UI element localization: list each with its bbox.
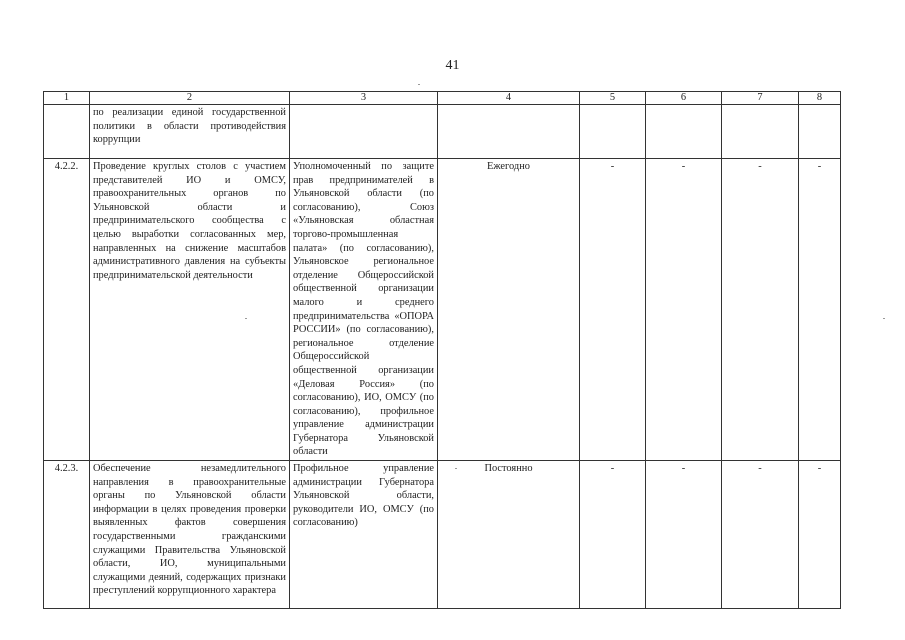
col-5-value <box>580 105 646 159</box>
item-number: 4.2.3. <box>44 461 90 609</box>
table-row <box>44 461 841 609</box>
scan-speck <box>418 84 420 85</box>
header-row <box>44 92 841 105</box>
term: Ежегодно <box>438 159 580 461</box>
col-8-value: - <box>799 159 841 461</box>
header-cell-1: 1 <box>44 92 90 105</box>
col-6-value <box>646 105 722 159</box>
col-5-value: - <box>580 159 646 461</box>
col-8-value: - <box>799 461 841 609</box>
item-number <box>44 105 90 159</box>
term: Постоянно <box>438 461 580 609</box>
executors: Уполномоченный по защите прав предпринимателей в Ульяновской области (по согласованию), Союз «Ульяновская областная торгово-промышленная палата» (по согласованию), Ульяновское региональное отделение Общероссийской общественной организации малого и среднего предпринимательства «ОПОРА РОССИИ» (по согласованию), региональное отделение Общероссийской общественной организации «Деловая Россия» (по согласованию), ИО, ОМСУ (по согласованию), профильное управление администрации Губернатора Ульяновской области <box>290 159 438 461</box>
page-number: 41 <box>445 58 460 73</box>
header-cell-7: 7 <box>722 92 799 105</box>
scan-speck <box>455 468 457 469</box>
table-row <box>44 159 841 461</box>
col-5-value: - <box>580 461 646 609</box>
col-7-value: - <box>722 461 799 609</box>
term <box>438 105 580 159</box>
header-cell-5: 5 <box>580 92 646 105</box>
header-cell-2: 2 <box>90 92 290 105</box>
header-cell-3: 3 <box>290 92 438 105</box>
executors: Профильное управление администрации Губернатора Ульяновской области, руководители ИО, ОМСУ (по согласованию) <box>290 461 438 609</box>
header-cell-8: 8 <box>799 92 841 105</box>
header-cell-6: 6 <box>646 92 722 105</box>
scan-speck <box>883 318 885 319</box>
event-description: по реализации единой государственной политики в области противодействия коррупции <box>90 105 290 159</box>
col-6-value: - <box>646 159 722 461</box>
col-7-value <box>722 105 799 159</box>
col-8-value <box>799 105 841 159</box>
item-number: 4.2.2. <box>44 159 90 461</box>
header-cell-4: 4 <box>438 92 580 105</box>
plan-table <box>43 91 841 609</box>
event-description: Проведение круглых столов с участием представителей ИО и ОМСУ, правоохранительных органов по Ульяновской области и предпринимательского сообщества с целью выработки согласованных мер, направленных на снижение масштабов административного давления на субъекты предпринимательской деятельности <box>90 159 290 461</box>
col-7-value: - <box>722 159 799 461</box>
table-row <box>44 105 841 159</box>
col-6-value: - <box>646 461 722 609</box>
executors <box>290 105 438 159</box>
scan-speck <box>245 318 247 319</box>
event-description: Обеспечение незамедлительного направления в правоохранительные органы по Ульяновской области информации в целях проведения проверки выявленных фактов совершения государственными гражданскими служащими Правительства Ульяновской области, ИО, муниципальными служащими деяний, содержащих признаки преступлений коррупционного характера <box>90 461 290 609</box>
